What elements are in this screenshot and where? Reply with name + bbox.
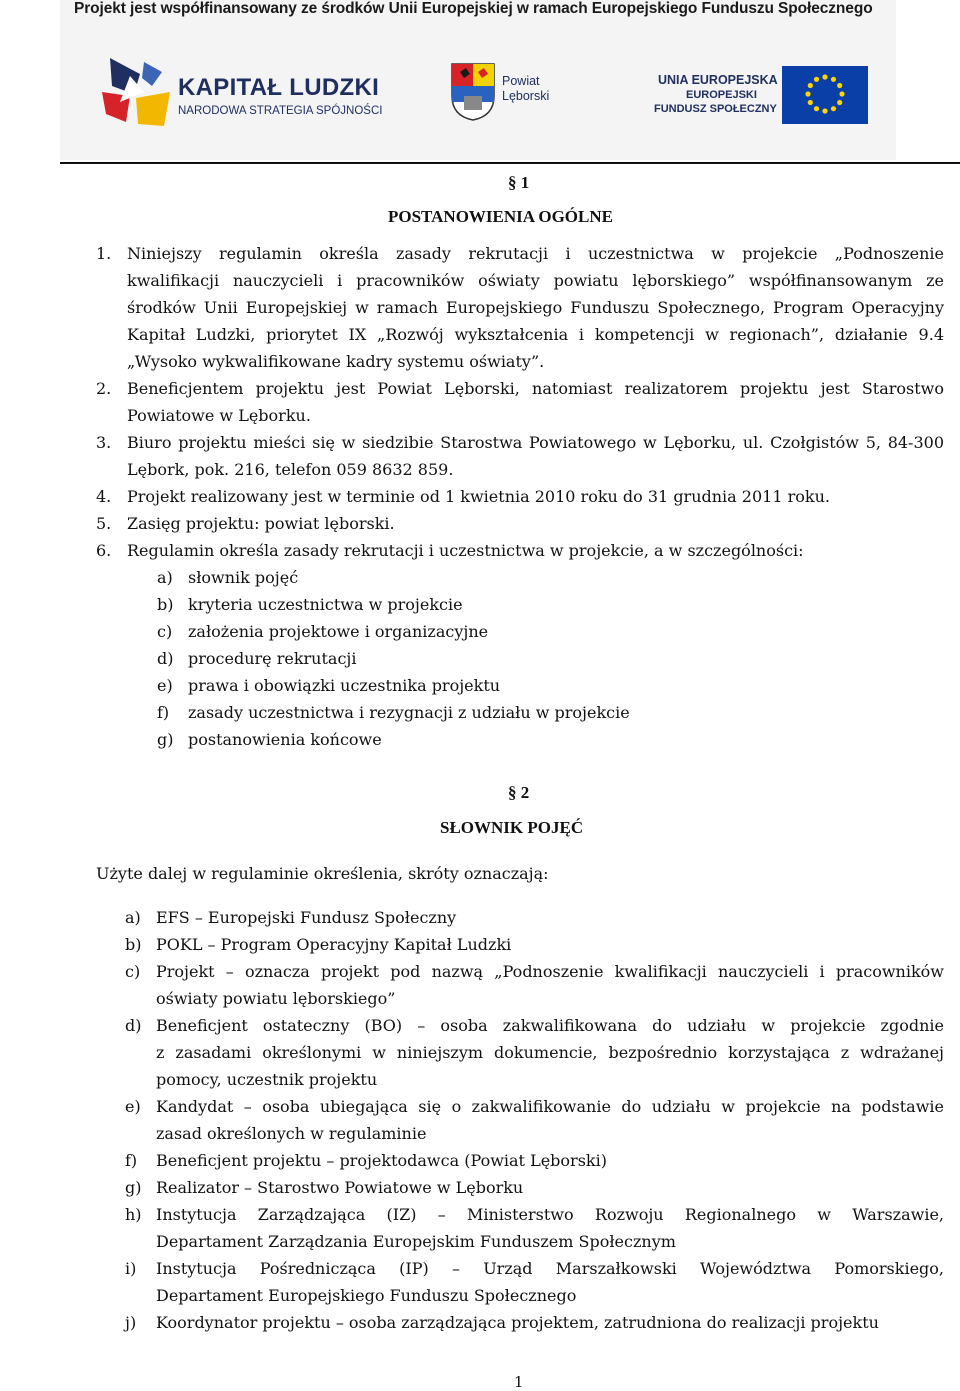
kapital-ludzki-logo	[100, 52, 400, 132]
list-item-number: 5.	[96, 514, 112, 533]
definition-letter: d)	[125, 1016, 142, 1035]
list-item-number: 2.	[96, 379, 112, 398]
powiat-line-1: Powiat	[502, 74, 540, 88]
kapital-ludzki-star-icon	[100, 52, 176, 132]
definition-letter: h)	[125, 1205, 142, 1224]
list-item-number: 6.	[96, 541, 112, 560]
definition-letter: i)	[125, 1259, 137, 1278]
item-5-line: Zasięg projektu: powiat lęborski.	[127, 514, 395, 533]
definition-letter: a)	[125, 908, 141, 927]
list-item-number: 4.	[96, 487, 112, 506]
section-1-number: § 1	[508, 173, 530, 192]
powiat-line-2: Lęborski	[502, 89, 550, 103]
subitem-text: zasady uczestnictwa i rezygnacji z udziału w projekcie	[188, 703, 630, 722]
item-1-line: Kapitał Ludzki, priorytet IX „Rozwój wykształcenia i kompetencji w regionach”, działanie 9.4	[127, 325, 944, 344]
subitem-letter: g)	[157, 730, 174, 749]
subitem-text: postanowienia końcowe	[188, 730, 382, 749]
unia-europejska-logo	[652, 66, 882, 128]
list-item-number: 3.	[96, 433, 112, 452]
subitem-text: kryteria uczestnictwa w projekcie	[188, 595, 463, 614]
definition-text: Instytucja Zarządzająca (IZ) – Ministerstwo Rozwoju Regionalnego w Warszawie,	[156, 1205, 944, 1224]
subitem-text: procedurę rekrutacji	[188, 649, 357, 668]
item-1-line: Niniejszy regulamin określa zasady rekrutacji i uczestnictwa w projekcie „Podnoszenie	[127, 244, 944, 263]
kapital-ludzki-title: KAPITAŁ LUDZKI	[178, 74, 380, 101]
powiat-leborski-name	[502, 74, 549, 104]
ue-line-3: FUNDUSZ SPOŁECZNY	[654, 103, 777, 115]
item-4-line: Projekt realizowany jest w terminie od 1 kwietnia 2010 roku do 31 grudnia 2011 roku.	[127, 487, 830, 506]
header-divider	[60, 162, 960, 164]
item-1-line: środków Unii Europejskiej w ramach Europejskiego Funduszu Społecznego, Program Operacyjny	[127, 298, 944, 317]
item-1-line: „Wysoko wykwalifikowane kadry systemu oświaty”.	[127, 352, 545, 371]
definition-letter: j)	[125, 1313, 137, 1332]
subitem-letter: d)	[157, 649, 174, 668]
list-item-number: 1.	[96, 244, 112, 263]
definition-text: Departament Europejskiego Funduszu Społecznego	[156, 1286, 577, 1305]
cofinancing-banner-text: Projekt jest współfinansowany ze środków Unii Europejskiej w ramach Europejskiego Funduszu Społecznego	[74, 0, 873, 17]
definition-text: Realizator – Starostwo Powiatowe w Lęborku	[156, 1178, 524, 1197]
definition-text: Beneficjent ostateczny (BO) – osoba zakwalifikowana do udziału w projekcie zgodnie	[156, 1016, 944, 1035]
definition-text: Instytucja Pośrednicząca (IP) – Urząd Marszałkowski Województwa Pomorskiego,	[156, 1259, 944, 1278]
subitem-letter: c)	[157, 622, 173, 641]
section-1-title: POSTANOWIENIA OGÓLNE	[388, 207, 613, 226]
powiat-leborski-logo	[450, 62, 600, 126]
coat-of-arms-icon	[450, 62, 496, 122]
definition-text: EFS – Europejski Fundusz Społeczny	[156, 908, 457, 927]
subitem-text: słownik pojęć	[188, 568, 299, 587]
definition-letter: f)	[125, 1151, 138, 1170]
eu-flag-icon	[782, 66, 868, 124]
item-2-line: Beneficjentem projektu jest Powiat Lęborski, natomiast realizatorem projektu jest Starostwo	[127, 379, 944, 398]
item-1-line: kwalifikacji nauczycieli i pracowników oświaty powiatu lęborskiego” współfinansowanym ze	[127, 271, 944, 290]
definition-text: oświaty powiatu lęborskiego”	[156, 989, 396, 1008]
definition-letter: e)	[125, 1097, 141, 1116]
definition-text: Kandydat – osoba ubiegająca się o zakwalifikowanie do udziału w projekcie na podstawie	[156, 1097, 944, 1116]
definition-text: zasad określonych w regulaminie	[156, 1124, 427, 1143]
definition-text: z zasadami określonymi w niniejszym dokumencie, bezpośrednio korzystająca z wdrażanej	[156, 1043, 944, 1062]
definition-text: Beneficjent projektu – projektodawca (Powiat Lęborski)	[156, 1151, 607, 1170]
item-3-line: Biuro projektu mieści się w siedzibie Starostwa Powiatowego w Lęborku, ul. Czołgistów 5, 84-300	[127, 433, 944, 452]
definition-text: POKL – Program Operacyjny Kapitał Ludzki	[156, 935, 512, 954]
definition-text: Departament Zarządzania Europejskim Funduszem Społecznym	[156, 1232, 676, 1251]
section-2-intro: Użyte dalej w regulaminie określenia, skróty oznaczają:	[96, 864, 549, 883]
definition-text: Koordynator projektu – osoba zarządzająca projektem, zatrudniona do realizacji projektu	[156, 1313, 879, 1332]
header-banner	[60, 0, 896, 160]
definition-text: Projekt – oznacza projekt pod nazwą „Podnoszenie kwalifikacji nauczycieli i pracowników	[156, 962, 944, 981]
definition-letter: c)	[125, 962, 141, 981]
section-2-title: SŁOWNIK POJĘĆ	[440, 818, 584, 837]
item-3-line: Lębork, pok. 216, telefon 059 8632 859.	[127, 460, 454, 479]
definition-letter: g)	[125, 1178, 142, 1197]
subitem-letter: a)	[157, 568, 173, 587]
subitem-letter: b)	[157, 595, 174, 614]
subitem-letter: e)	[157, 676, 173, 695]
item-2-line: Powiatowe w Lęborku.	[127, 406, 311, 425]
ue-line-2: EUROPEJSKI	[686, 89, 757, 101]
ue-line-1: UNIA EUROPEJSKA	[658, 73, 778, 87]
page-number: 1	[514, 1373, 524, 1391]
subitem-text: założenia projektowe i organizacyjne	[188, 622, 489, 641]
definition-letter: b)	[125, 935, 142, 954]
definition-text: pomocy, uczestnik projektu	[156, 1070, 378, 1089]
kapital-ludzki-subtitle: NARODOWA STRATEGIA SPÓJNOŚCI	[178, 105, 383, 117]
section-2-number: § 2	[508, 783, 530, 802]
subitem-letter: f)	[157, 703, 170, 722]
item-6-line: Regulamin określa zasady rekrutacji i uczestnictwa w projekcie, a w szczególności:	[127, 541, 804, 560]
subitem-text: prawa i obowiązki uczestnika projektu	[188, 676, 501, 695]
